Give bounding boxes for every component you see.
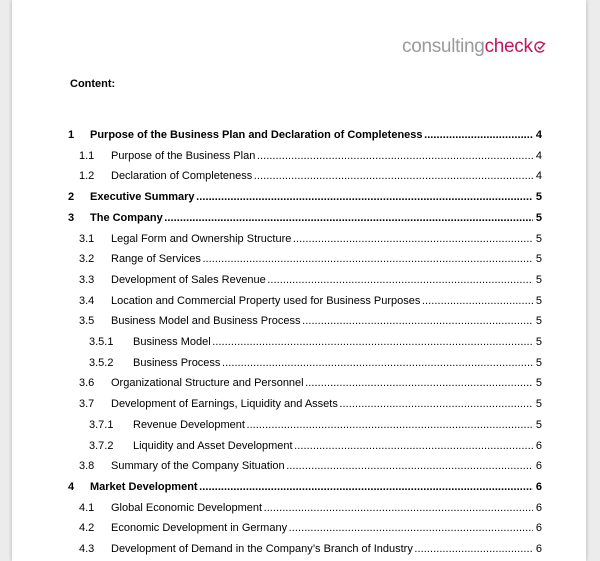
toc-entry-number: 3.8 [79,460,95,473]
consultingcheck-logo [402,36,546,58]
toc-entry-title: Location and Commercial Property used for Business Purposes . . . [111,291,542,311]
toc-entry-page: 6 [533,456,542,476]
toc-heading: Content: [70,78,116,90]
toc-entry-number: 3.7.2 [89,439,114,452]
toc-entry-page: 5 [533,291,542,311]
toc-entry-title: Global Economic Development . . . [111,498,542,518]
toc-entry-page: 5 [533,394,542,414]
toc-entry[interactable] [12,332,586,352]
toc-entry[interactable] [12,166,586,186]
toc-entry-number: 1.1 [79,149,95,162]
toc-entry[interactable] [12,394,586,414]
toc-entry[interactable] [12,456,586,476]
logo-mark-icon [534,41,546,53]
toc-entry-title: Development of Demand in the Company’s Branch of Industry . . . [111,539,542,559]
toc-entry[interactable] [12,249,586,269]
toc-entry-number: 3.7 [79,398,95,411]
toc-entry[interactable] [12,477,586,497]
toc-entry-page: 6 [533,477,542,497]
toc-entry-number: 3 [68,211,75,224]
toc-entry[interactable] [12,187,586,207]
logo-text-consulting: consulting [402,36,485,57]
toc-entry-title: Executive Summary . . . [90,187,542,207]
toc-entry-page: 5 [533,270,542,290]
toc-entry[interactable] [12,208,586,228]
toc-entry-number: 2 [68,191,75,204]
toc-entry-title: Legal Form and Ownership Structure . . . [111,229,542,249]
toc-entry[interactable] [12,415,586,435]
toc-entry[interactable] [12,436,586,456]
toc-entry-page: 5 [533,415,542,435]
toc-entry-page: 4 [533,125,542,145]
toc-entry-page: 5 [533,311,542,331]
toc-entry-number: 3.5.1 [89,336,114,348]
toc-entry-title: Development of Sales Revenue . . . [111,270,542,290]
toc-entry-title: Purpose of the Business Plan . . . [111,146,542,166]
toc-entry-page: 5 [533,332,542,352]
toc-entry-number: 4.2 [79,522,95,535]
toc-entry-number: 4.3 [79,543,95,555]
toc-entry-number: 3.7.1 [89,418,114,431]
toc-entry-page: 5 [533,373,542,393]
toc-entry-page: 6 [533,518,542,538]
toc-entry-number: 1 [68,129,75,141]
logo-text-check: check [484,36,533,57]
toc-entry-page: 6 [533,498,542,518]
toc-entry-title: Liquidity and Asset Development . . . [133,436,542,456]
toc-entry-number: 3.3 [79,273,95,286]
toc-entry[interactable] [12,125,586,145]
toc-entry-title: Development of Earnings, Liquidity and Assets . . . [111,394,542,414]
toc-entry-title: Business Process . . . [133,353,542,373]
toc-entry-number: 1.2 [79,170,95,183]
document-page [12,0,586,561]
toc-entry[interactable] [12,311,586,331]
toc-entry[interactable] [12,518,586,538]
toc-entry[interactable] [12,291,586,311]
toc-entry[interactable] [12,373,586,393]
toc-entry[interactable] [12,146,586,166]
toc-entry-page: 4 [533,146,542,166]
toc-entry-title: Range of Services . . . [111,249,542,269]
toc-entry-title: Business Model and Business Process . . . [111,311,542,331]
toc-entry-title: Summary of the Company Situation . . . [111,456,542,476]
toc-entry-title: Organizational Structure and Personnel . . . [111,373,542,393]
toc-entry-title: Purpose of the Business Plan and Declaration of Completeness . . . [90,125,542,145]
toc-entry-page: 4 [533,166,542,186]
toc-entry-page: 6 [533,436,542,456]
toc-entry[interactable] [12,229,586,249]
toc-entry-number: 4.1 [79,501,95,514]
toc-entry-number: 3.4 [79,294,95,307]
toc-entry-page: 5 [533,208,542,228]
toc-entry-title: The Company . . . [90,208,542,228]
toc-entry-title: Market Development . . . [90,477,542,497]
toc-entry[interactable] [12,498,586,518]
toc-entry-page: 5 [533,187,542,207]
toc-entry[interactable] [12,539,586,559]
toc-entry-number: 3.5 [79,315,95,328]
toc-entry-number: 3.6 [79,377,95,390]
toc-entry-title: Economic Development in Germany . . . [111,518,542,538]
toc-entry-page: 5 [533,229,542,249]
toc-entry[interactable] [12,270,586,290]
toc-entry-page: 6 [533,539,542,559]
toc-entry-title: Revenue Development . . . [133,415,542,435]
toc-entry-title: Declaration of Completeness . . . [111,166,542,186]
toc-entry-number: 3.1 [79,232,95,245]
toc-entry-number: 4 [68,480,75,493]
toc-entry-page: 5 [533,353,542,373]
toc-entry-title: Business Model . . . [133,332,542,352]
toc-entry[interactable] [12,353,586,373]
toc-entry-number: 3.5.2 [89,356,114,369]
toc-entry-number: 3.2 [79,253,95,266]
toc-entry-page: 5 [533,249,542,269]
